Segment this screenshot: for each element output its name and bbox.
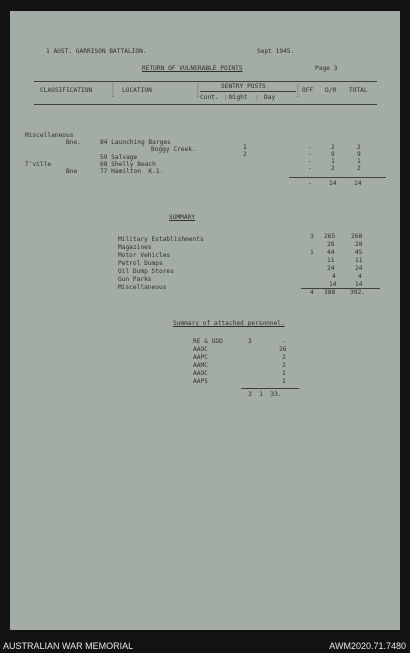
summary-total-or: 388 [324, 289, 336, 296]
row-or: 9 [331, 151, 335, 158]
summary-label: Magazines [118, 244, 152, 251]
summary-or: 14 [329, 281, 337, 288]
row-classification: T'ville [25, 161, 52, 168]
summary-label: Petrol Dumps [118, 260, 163, 267]
sentry-rule [200, 91, 296, 92]
page-number: Page 3 [315, 65, 338, 72]
summary-label: Miscellaneous [118, 284, 167, 291]
archive-name: AUSTRALIAN WAR MEMORIAL [3, 641, 134, 651]
col-separator: : : : [296, 82, 300, 99]
attached-or: 1 [282, 370, 286, 377]
row-total: 2 [357, 165, 361, 172]
summary-or: 11 [327, 257, 335, 264]
row-location: 59 Salvage [100, 154, 138, 161]
attached-or: - [282, 338, 286, 345]
summary-total: 11 [355, 257, 363, 264]
attached-or: 1 [282, 378, 286, 385]
summary-total-off: 4 [310, 289, 314, 296]
col-separator: : [224, 94, 228, 101]
attached-heading: Summary of attached personnel. [173, 320, 285, 327]
summary-total: 45 [355, 249, 363, 256]
row-off: - [308, 144, 312, 151]
col-separator: : : : [111, 82, 115, 99]
attached-total-rule [241, 388, 299, 389]
row-classification: Bne. [66, 139, 81, 146]
table-header-rule [34, 104, 377, 105]
attached-or: 26 [279, 346, 287, 353]
summary-total-total: 392. [350, 289, 365, 296]
col-or: O/R [325, 87, 337, 94]
summary-off: 3 [310, 233, 314, 240]
attached-unit: AAOC [193, 370, 208, 377]
document-sheet [10, 11, 400, 630]
table-top-rule [34, 81, 377, 82]
summary-or: 4 [332, 273, 336, 280]
summary-or: 24 [327, 265, 335, 272]
summary-or: 28 [327, 241, 335, 248]
row-off: - [308, 151, 312, 158]
row-night: 2 [243, 151, 247, 158]
summary-total: 24 [355, 265, 363, 272]
summary-off: 1 [310, 249, 314, 256]
summary-or: 265 [324, 233, 336, 240]
col-location: LOCATION [122, 87, 152, 94]
row-classification: Miscellaneous [25, 132, 74, 139]
attached-unit: AAMC [193, 362, 208, 369]
attached-or: 2 [282, 362, 286, 369]
row-or: 2 [331, 165, 335, 172]
row-location: 77 Hamilton K.1. [100, 168, 164, 175]
col-day: Day [264, 94, 276, 101]
summary-or: 44 [327, 249, 335, 256]
rows-total-rule [289, 177, 386, 178]
summary-total: 28 [355, 241, 363, 248]
attached-unit: AAPC [193, 354, 208, 361]
summary-label: Oil Dump Stores [118, 268, 174, 275]
col-cont: Cont. [200, 94, 219, 101]
date-heading: Sept 1945. [257, 48, 295, 55]
archive-reference: AWM2020.71.7480 [329, 641, 406, 651]
row-total: 2 [357, 144, 361, 151]
row-off: - [308, 158, 312, 165]
col-sentry-posts: SENTRY POSTS [221, 83, 266, 90]
row-night: 1 [243, 144, 247, 151]
battalion-heading: 1 AUST. GARRISON BATTALION. [46, 48, 147, 55]
col-separator: : [255, 94, 259, 101]
col-separator: : : : [196, 82, 200, 99]
row-location: 68 Shelly Beach [100, 161, 156, 168]
rows-total-total: 14 [354, 180, 362, 187]
row-location: Boggy Creek. [151, 146, 196, 153]
archive-footer [0, 630, 410, 653]
summary-label: Motor Vehicles [118, 252, 171, 259]
col-off: OFF [302, 87, 314, 94]
summary-total: 4 [358, 273, 362, 280]
attached-unit: AAPS [193, 378, 208, 385]
summary-heading: SUMMARY [169, 214, 196, 221]
summary-label: Gun Parks [118, 276, 152, 283]
attached-or: 2 [282, 354, 286, 361]
rows-total-off: - [308, 180, 312, 187]
attached-unit: RE & GDD [193, 338, 223, 345]
summary-label: Military Establishments [118, 236, 204, 243]
row-total: 1 [357, 158, 361, 165]
row-location: 84 Launching Barges [100, 139, 171, 146]
rows-total-or: 14 [329, 180, 337, 187]
row-off: - [308, 165, 312, 172]
row-or: 1 [331, 158, 335, 165]
attached-off: 3 [248, 338, 252, 345]
col-total: TOTAL [349, 87, 368, 94]
page-title: RETURN OF VULNERABLE POINTS [142, 65, 243, 72]
row-classification: Bne [66, 168, 78, 175]
col-classification: CLASSIFICATION [40, 87, 93, 94]
attached-unit: AAOC [193, 346, 208, 353]
summary-total: 268 [351, 233, 363, 240]
row-or: 2 [331, 144, 335, 151]
row-total: 9 [357, 151, 361, 158]
attached-total: 3 1 33. [248, 391, 282, 398]
summary-total: 14 [355, 281, 363, 288]
col-night: Night [229, 94, 248, 101]
